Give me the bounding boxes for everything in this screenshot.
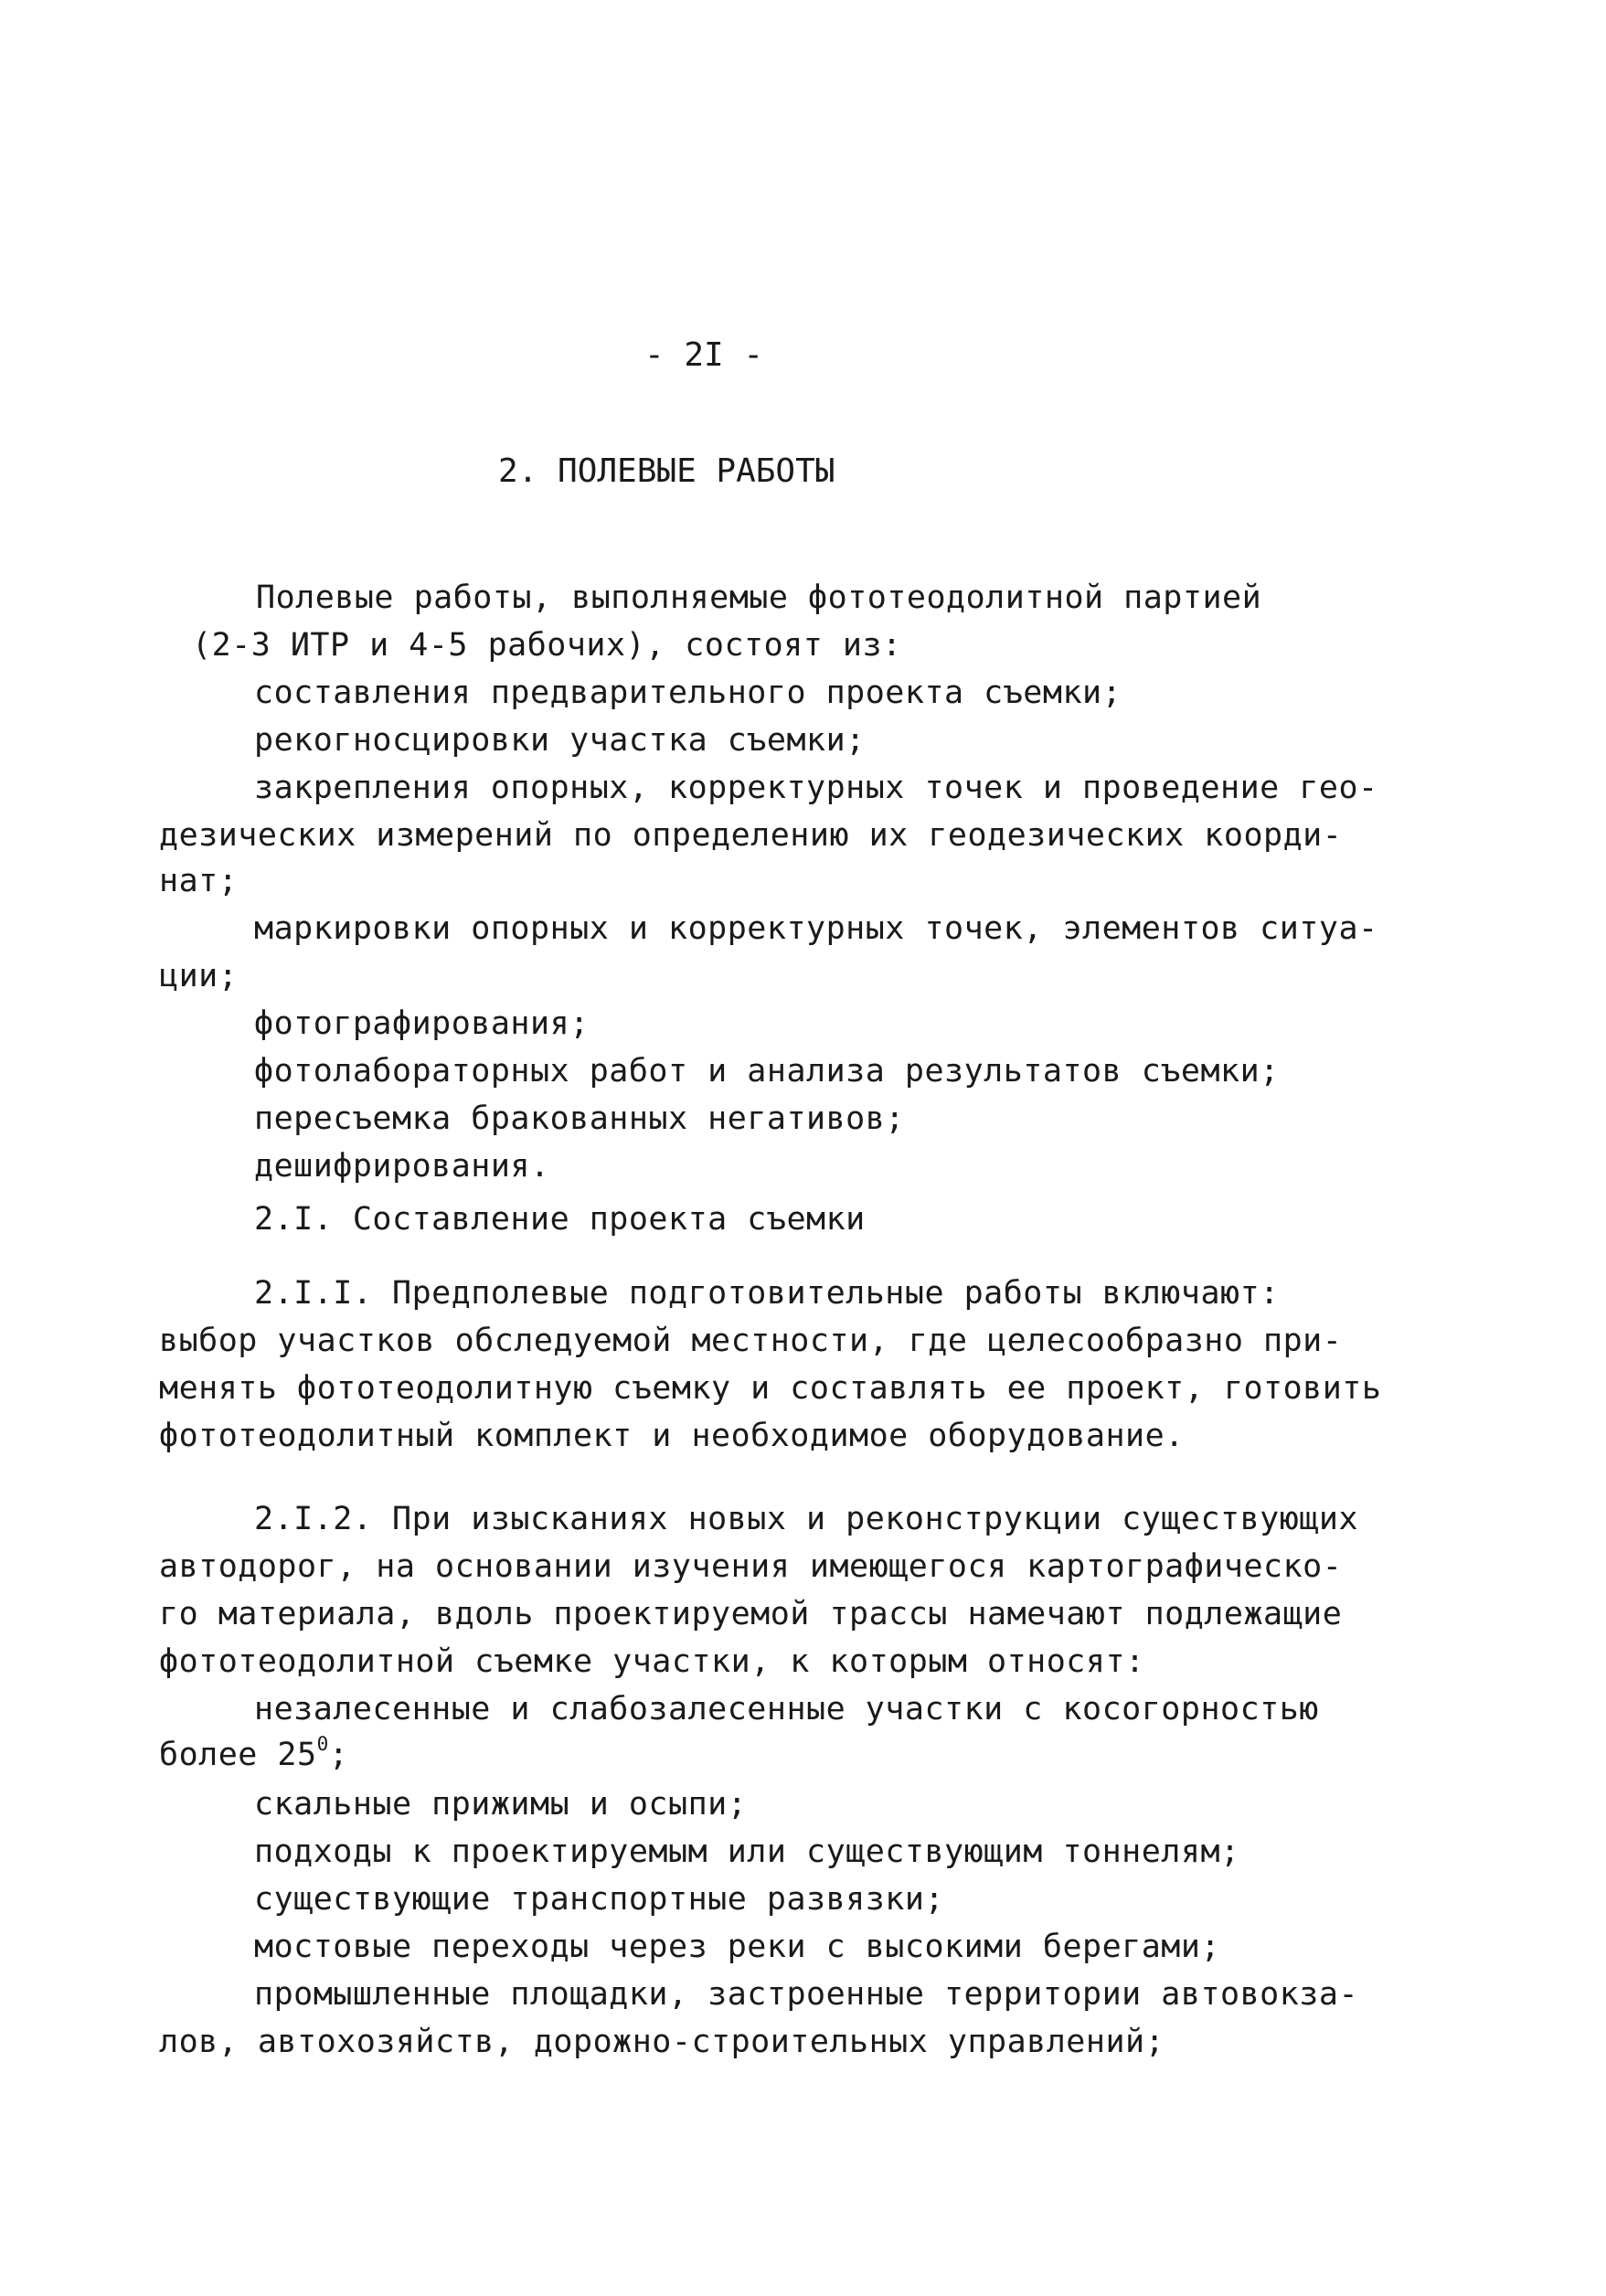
paragraph-line: го материала, вдоль проектируемой трассы намечают подлежащие xyxy=(159,1596,1343,1632)
slope-threshold-prefix: более 25 xyxy=(159,1737,317,1773)
slope-threshold-line xyxy=(159,1735,348,1775)
paragraph-line: автодорог, на основании изучения имеющегося картографическо- xyxy=(159,1548,1343,1585)
site-item: подходы к проектируемым или существующим тоннелям; xyxy=(254,1834,1240,1870)
intro-item: составления предварительного проекта съемки; xyxy=(254,675,1122,711)
section-heading: 2. ПОЛЕВЫЕ РАБОТЫ xyxy=(498,452,835,490)
site-item: мостовые переходы через реки с высокими берегами; xyxy=(254,1929,1221,1965)
intro-item: ции; xyxy=(159,958,239,994)
degree-mark: 0 xyxy=(316,1733,329,1756)
site-item: промышленные площадки, застроенные территории автовокза- xyxy=(254,1976,1359,2013)
site-item: лов, автохозяйств, дорожно-строительных управлений; xyxy=(159,2024,1165,2060)
intro-item: рекогносцировки участка съемки; xyxy=(254,722,866,759)
paragraph-line: менять фототеодолитную съемку и составлять ее проект, готовить xyxy=(159,1370,1382,1407)
slope-threshold-suffix: ; xyxy=(328,1737,349,1773)
paragraph-line: фототеодолитный комплект и необходимое оборудование. xyxy=(159,1418,1185,1454)
intro-item: маркировки опорных и корректурных точек, элементов ситуа- xyxy=(254,910,1378,947)
intro-item: дезических измерений по определению их геодезических коорди- xyxy=(159,817,1343,854)
intro-item: фотографирования; xyxy=(254,1005,590,1042)
intro-item: дешифрирования. xyxy=(254,1148,550,1185)
page-number: - 2I - xyxy=(643,336,764,374)
intro-item: нат; xyxy=(159,863,239,899)
paragraph-line: 2.I.I. Предполевые подготовительные работы включают: xyxy=(254,1275,1280,1312)
paragraph-line: фототеодолитной съемке участки, к которым относят: xyxy=(159,1643,1145,1680)
site-item: существующие транспортные развязки; xyxy=(254,1881,945,1918)
intro-line-2: (2-3 ИТР и 4-5 рабочих), состоят из: xyxy=(192,627,902,664)
intro-item: пересъемка бракованных негативов; xyxy=(254,1100,905,1137)
paragraph-line: выбор участков обследуемой местности, где целесообразно при- xyxy=(159,1323,1343,1359)
site-item: скальные прижимы и осыпи; xyxy=(254,1786,748,1823)
subsection-title: 2.I. Составление проекта съемки xyxy=(254,1201,866,1238)
intro-item: закрепления опорных, корректурных точек и проведение гео- xyxy=(254,770,1378,806)
intro-line-1: Полевые работы, выполняемые фототеодолитной партией xyxy=(256,579,1262,616)
intro-item: фотолабораторных работ и анализа результатов съемки; xyxy=(254,1053,1280,1090)
paragraph-line: 2.I.2. При изысканиях новых и реконструкции существующих xyxy=(254,1501,1359,1537)
paragraph-line: незалесенные и слабозалесенные участки с косогорностью xyxy=(254,1691,1319,1727)
